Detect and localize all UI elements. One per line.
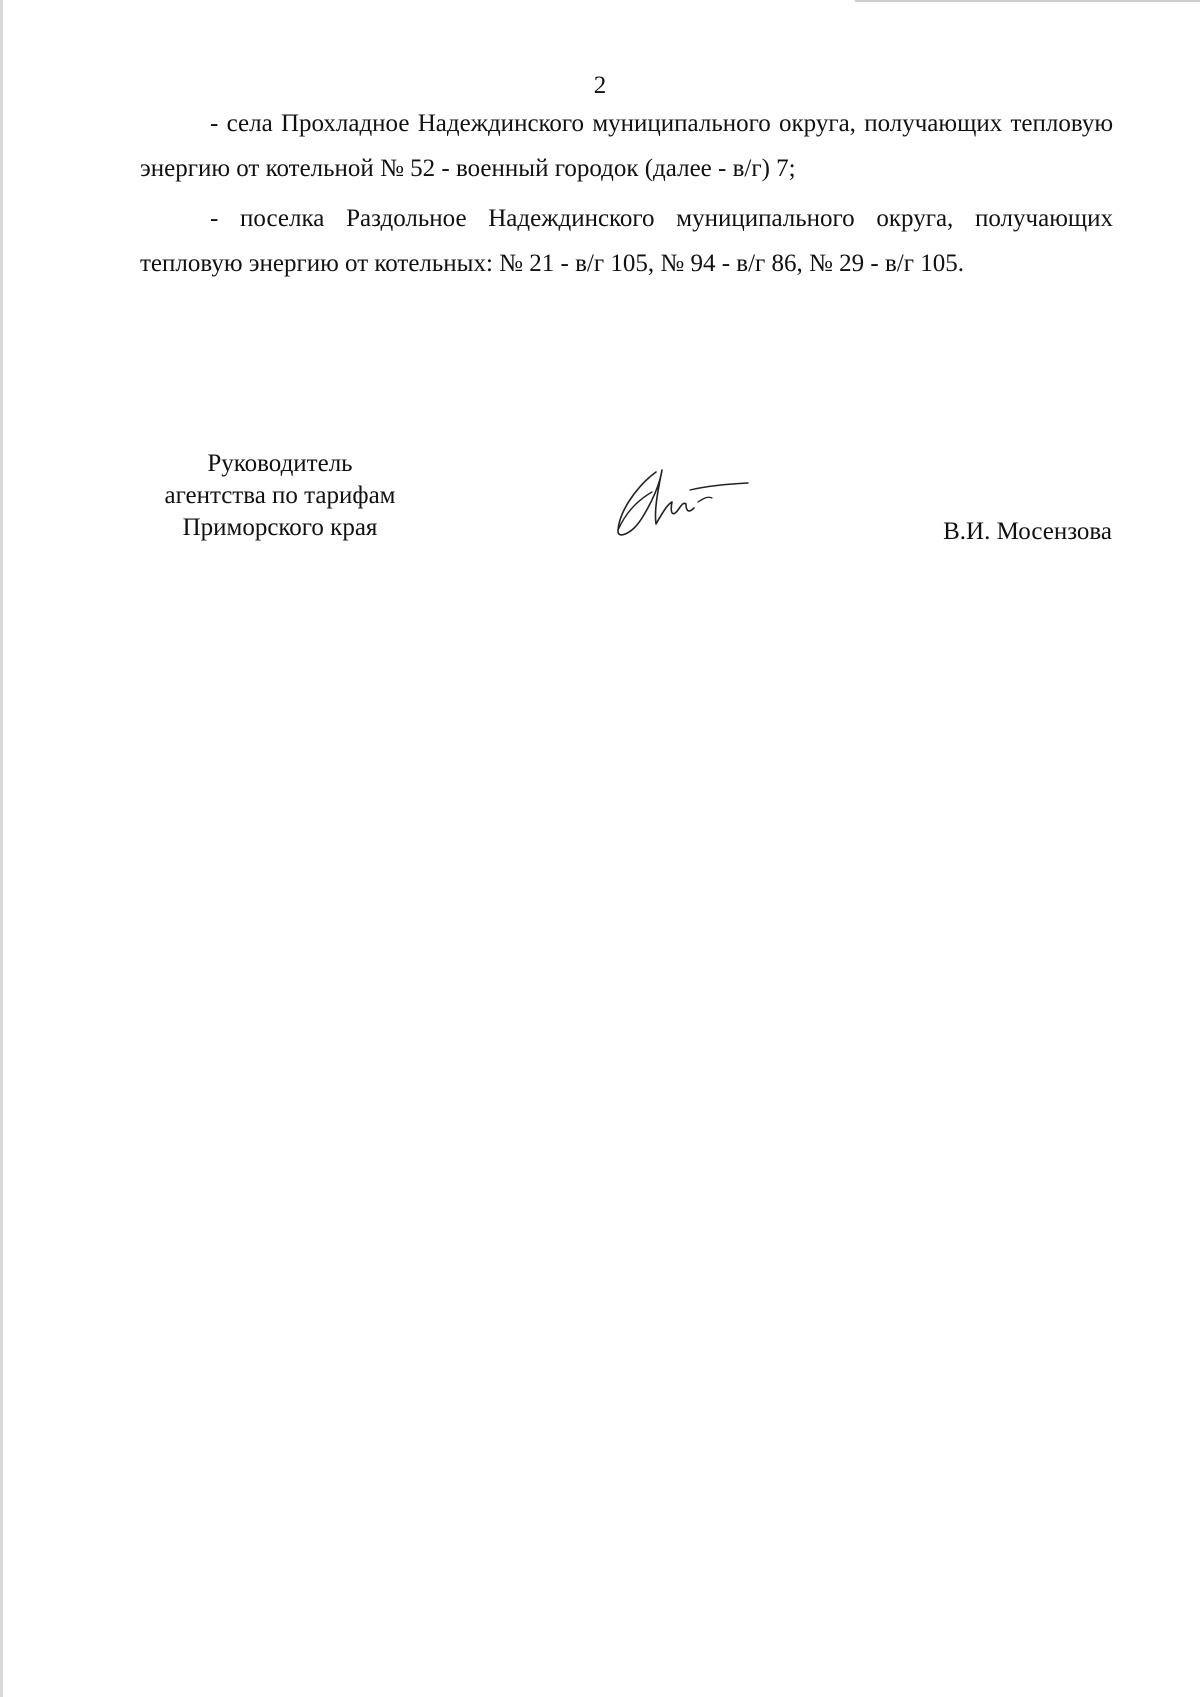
signatory-title (130, 448, 430, 544)
signatory-title-line: агентства по тарифам (164, 482, 396, 509)
handwritten-signature-icon (612, 452, 762, 542)
signatory-name: В.И. Мосензова (943, 518, 1112, 545)
signatory-title-line: Приморского края (182, 514, 378, 541)
paragraph-razdolnoe: - поселка Раздольное Надеждинского муниципального округа, получающих тепловую энергию от котельных: № 21 - в/г 105, № 94 - в/г 86, № 29 - в/г 105. (140, 205, 1113, 277)
page-number: 2 (593, 72, 607, 99)
signatory-title-line: Руководитель (207, 450, 353, 477)
scan-edge-left (0, 0, 3, 1697)
scan-edge-top (855, 0, 1200, 2)
paragraph-prokhladnoe: - села Прохладное Надеждинского муниципального округа, получающих тепловую энергию от котельной № 52 - военный городок (далее - в/г) 7; (140, 110, 1113, 182)
